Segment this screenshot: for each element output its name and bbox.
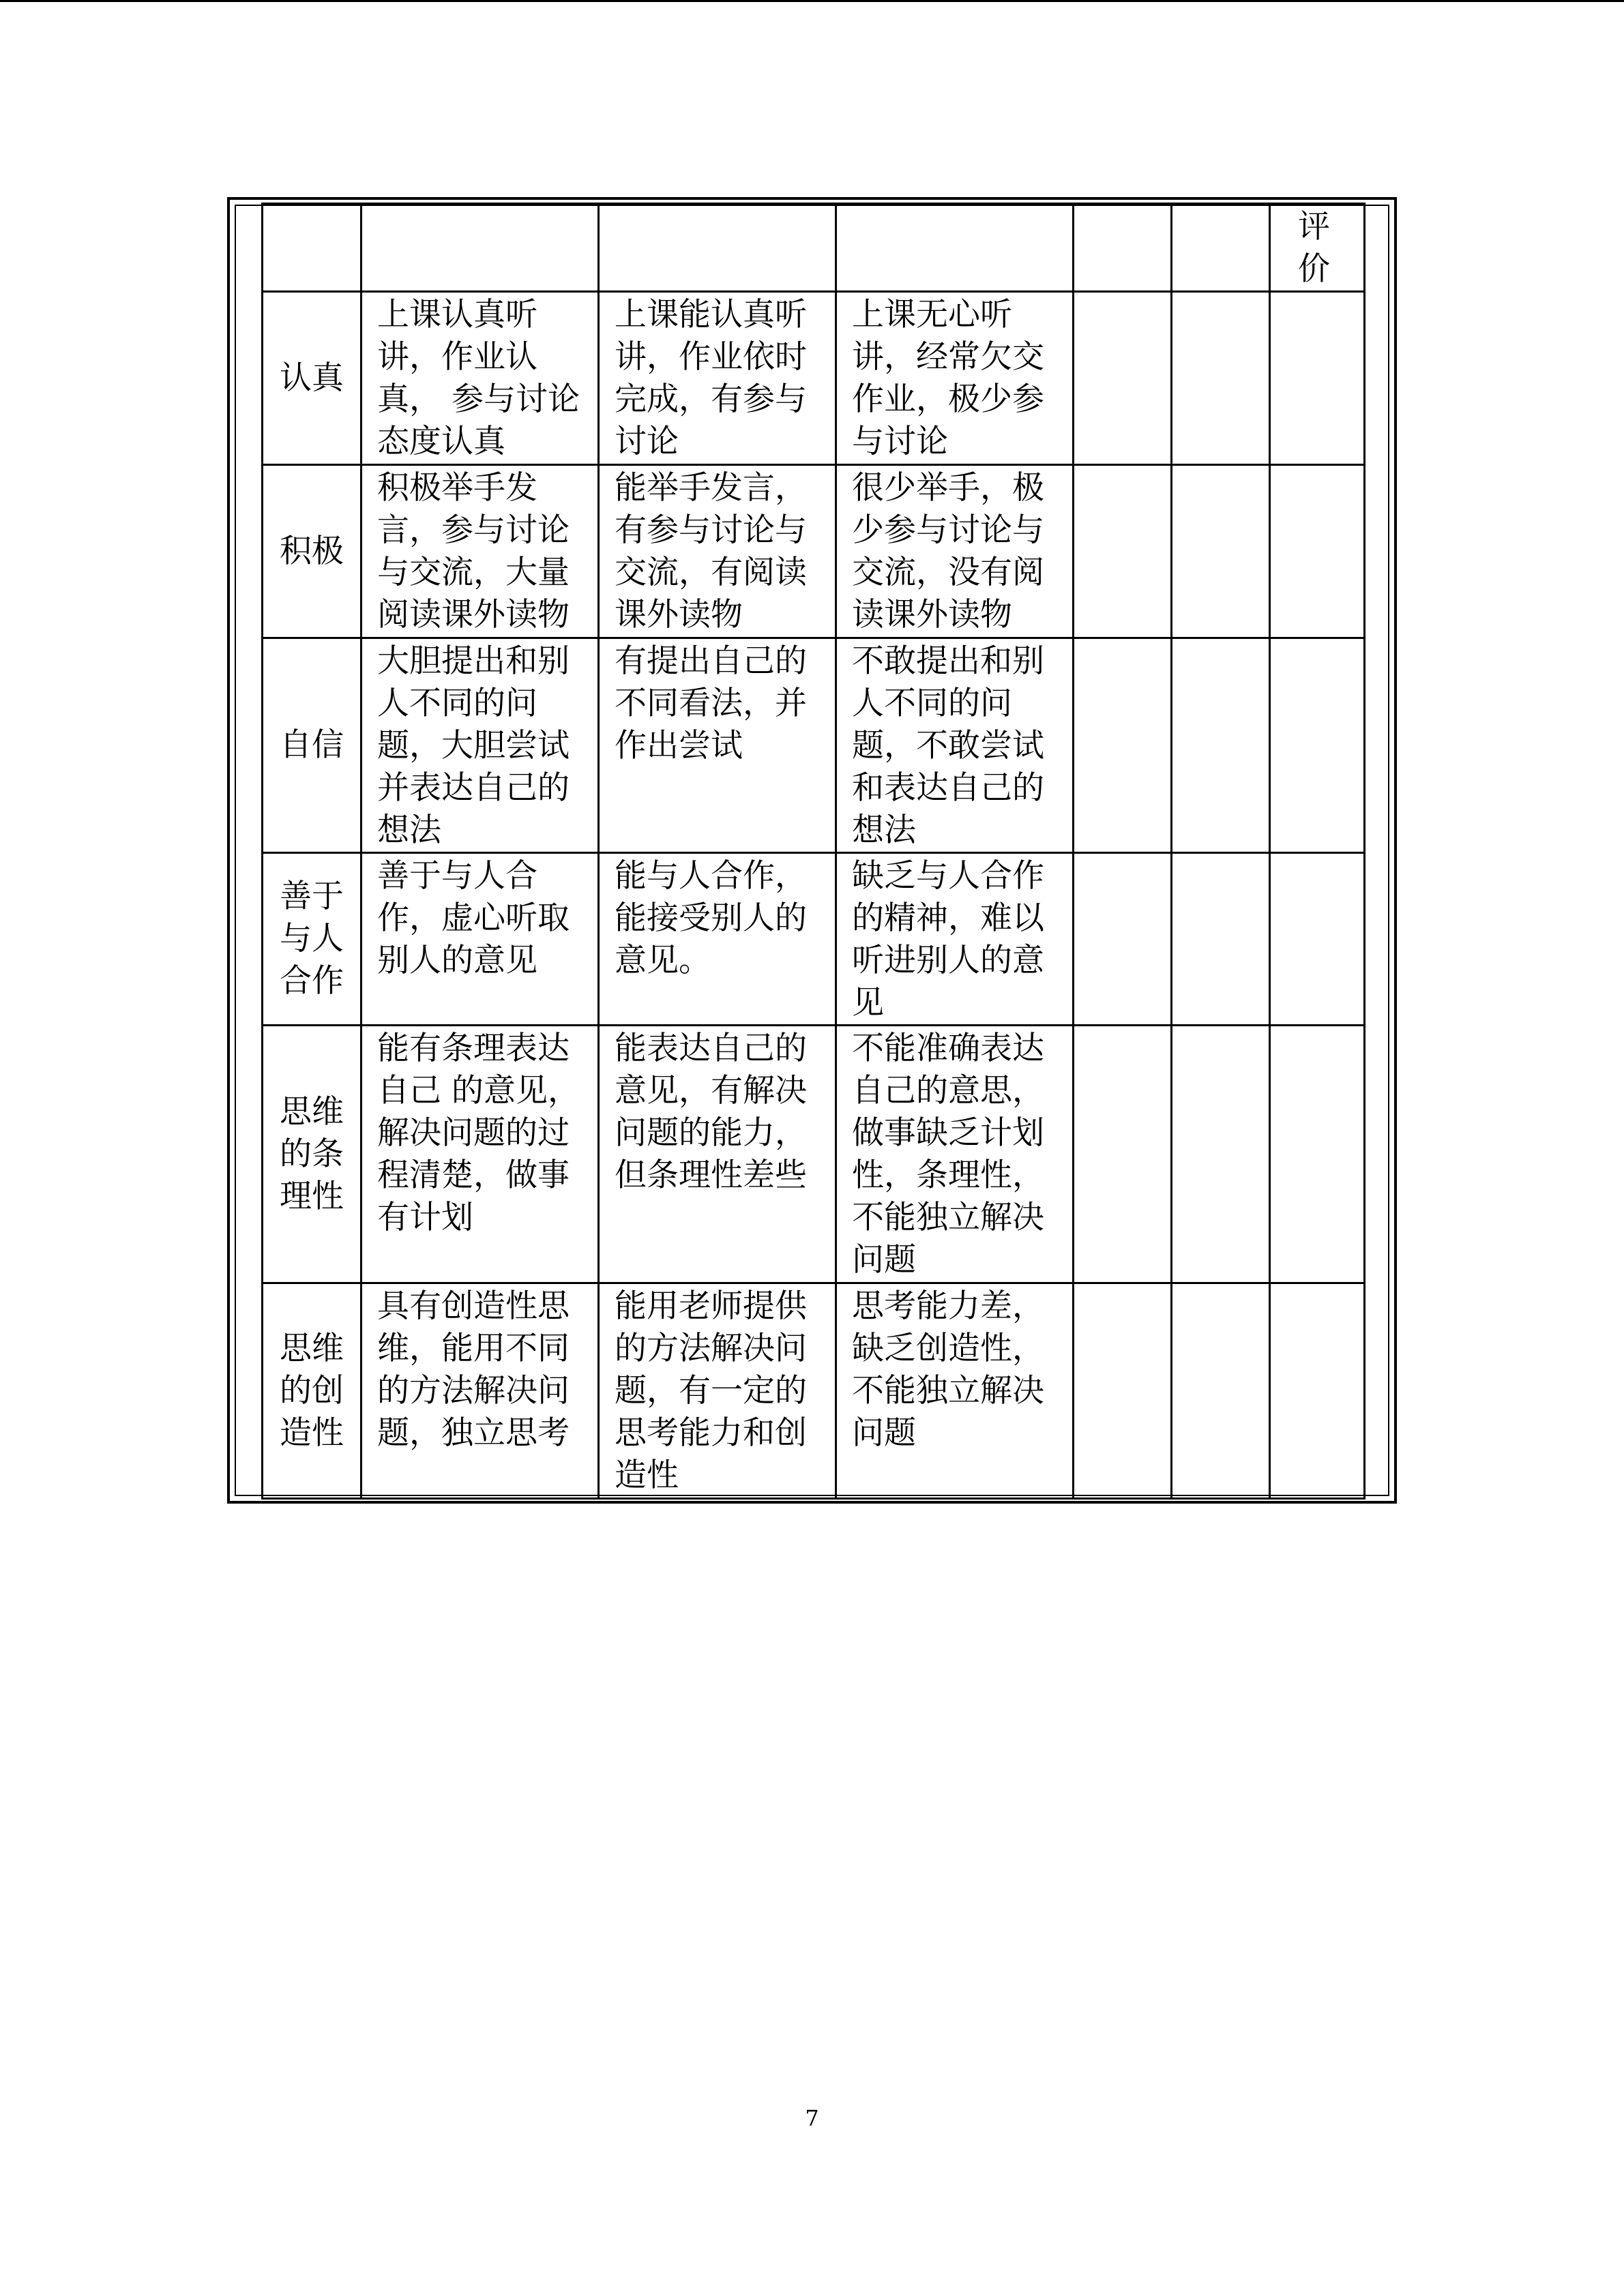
score-cell (1074, 292, 1172, 465)
level-3-cell: 不能准确表达自己的意思，做事缺乏计划性，条理性，不能独立解决问题 (836, 1026, 1074, 1283)
page-number: 7 (805, 2105, 819, 2131)
dimension-cell: 思维的条理性 (263, 1026, 361, 1283)
dimension-cell: 认真 (263, 292, 361, 465)
score-cell (1074, 853, 1172, 1026)
level-1-cell: 具有创造性思维，能用不同的方法解决问题，独立思考 (361, 1283, 599, 1499)
level-2-cell: 有提出自己的不同看法，并作出尝试 (599, 638, 836, 853)
dimension-cell: 思维的创造性 (263, 1283, 361, 1499)
table-row (263, 1026, 1365, 1283)
table-row (263, 292, 1365, 465)
dimension-cell: 自信 (263, 638, 361, 853)
score-cell (1074, 638, 1172, 853)
level-1-cell: 上课认真听讲，作业认真， 参与讨论态度认真 (361, 292, 599, 465)
level-2-cell: 上课能认真听讲，作业依时完成，有参与讨论 (599, 292, 836, 465)
level-3-cell: 上课无心听讲，经常欠交作业，极少参与讨论 (836, 292, 1074, 465)
evaluation-cell (1270, 1026, 1365, 1283)
dimension-cell: 善于与人合作 (263, 853, 361, 1026)
header-cell-level-1 (361, 204, 599, 292)
evaluation-cell (1270, 465, 1365, 638)
level-3-cell: 思考能力差，缺乏创造性，不能独立解决问题 (836, 1283, 1074, 1499)
page-top-rule (0, 0, 1624, 2)
level-1-cell: 善于与人合作，虚心听取别人的意见 (361, 853, 599, 1026)
level-3-cell: 很少举手，极少参与讨论与交流，没有阅读课外读物 (836, 465, 1074, 638)
evaluation-cell (1270, 1283, 1365, 1499)
evaluation-cell (1270, 292, 1365, 465)
score-cell (1172, 853, 1270, 1026)
score-cell (1172, 1026, 1270, 1283)
table-row (263, 1283, 1365, 1499)
header-cell-dimension (263, 204, 361, 292)
level-3-cell: 不敢提出和别人不同的问题，不敢尝试和表达自己的想法 (836, 638, 1074, 853)
table-row (263, 465, 1365, 638)
header-cell-score-2 (1172, 204, 1270, 292)
level-3-cell: 缺乏与人合作的精神，难以听进别人的意见 (836, 853, 1074, 1026)
header-cell-evaluation: 评价 (1270, 204, 1365, 292)
score-cell (1074, 1026, 1172, 1283)
dimension-cell: 积极 (263, 465, 361, 638)
level-2-cell: 能表达自己的意见，有解决问题的能力，但条理性差些 (599, 1026, 836, 1283)
score-cell (1074, 1283, 1172, 1499)
level-2-cell: 能与人合作，能接受别人的意见。 (599, 853, 836, 1026)
score-cell (1172, 1283, 1270, 1499)
level-1-cell: 大胆提出和别人不同的问题，大胆尝试并表达自己的想法 (361, 638, 599, 853)
score-cell (1074, 465, 1172, 638)
level-1-cell: 积极举手发言，参与讨论与交流，大量阅读课外读物 (361, 465, 599, 638)
level-1-cell: 能有条理表达自己 的意见，解决问题的过程清楚，做事有计划 (361, 1026, 599, 1283)
level-2-cell: 能用老师提供的方法解决问题，有一定的思考能力和创造性 (599, 1283, 836, 1499)
header-cell-level-2 (599, 204, 836, 292)
table-header-row (263, 204, 1365, 292)
header-cell-score-1 (1074, 204, 1172, 292)
evaluation-cell (1270, 638, 1365, 853)
score-cell (1172, 292, 1270, 465)
table-row (263, 638, 1365, 853)
evaluation-rubric-table (261, 203, 1365, 1500)
header-cell-level-3 (836, 204, 1074, 292)
score-cell (1172, 465, 1270, 638)
table-row (263, 853, 1365, 1026)
score-cell (1172, 638, 1270, 853)
evaluation-cell (1270, 853, 1365, 1026)
level-2-cell: 能举手发言，有参与讨论与交流，有阅读课外读物 (599, 465, 836, 638)
